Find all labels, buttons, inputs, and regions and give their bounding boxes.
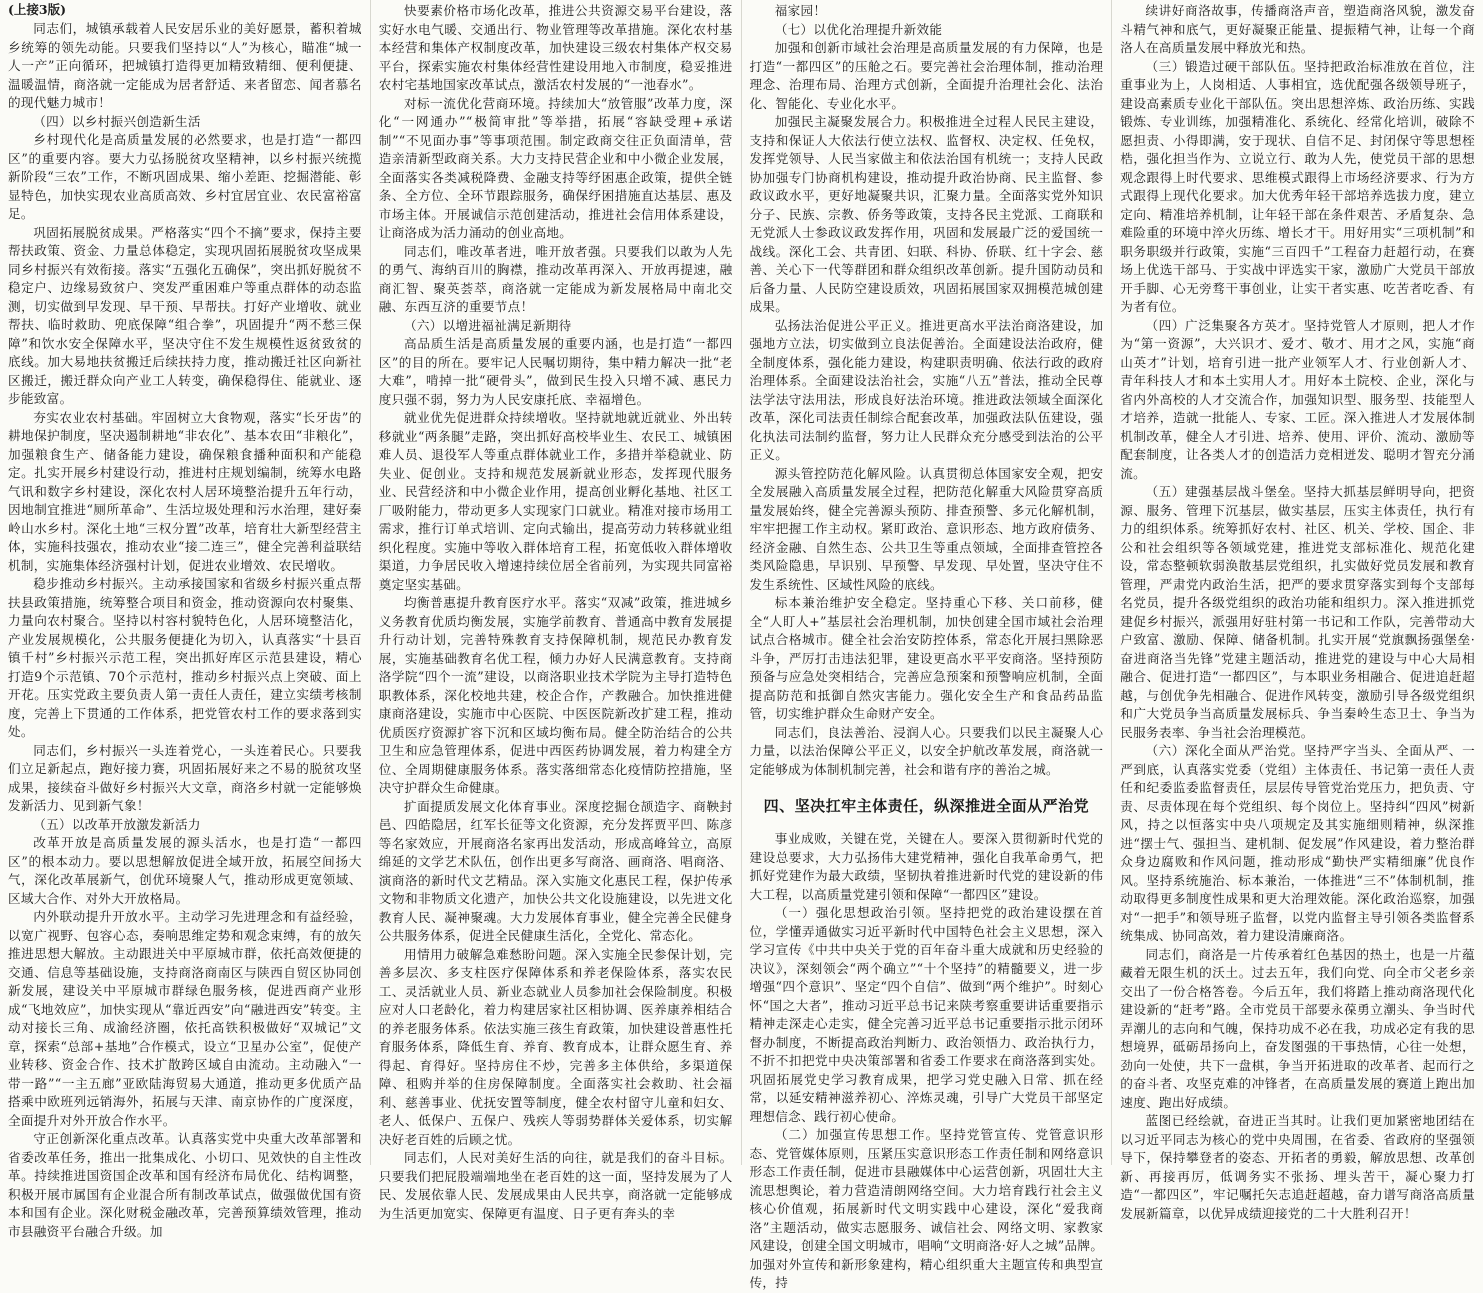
body-paragraph: 弘扬法治促进公平正义。推进更高水平法治商洛建设，加强地方立法，切实做到立良法促善治。全面建设法治政府，健全制度体系，强化能力建设，构建职责明确、依法行政的政府治理体系。全面建设法治社会，实施“八五”普法，推动全民尊法学法守法用法，形成良好法治环境。推进政法领域全面深化改革，深化司法责任制综合配套改革，加强政法队伍建设，强化执法司法制约监督，努力让人民群众充分感受到法治的公平正义。 bbox=[749, 317, 1104, 462]
body-paragraph: 夯实农业农村基础。牢固树立大食物观，落实“长牙齿”的耕地保护制度，坚决遏制耕地“非农化”、基本农田“非粮化”，加强粮食生产、储备能力建设，确保粮食播种面积和产能稳定。扎实开展乡村建设行动，推进村庄规划编制，统筹水电路气讯和数字乡村建设，深化农村人居环境整治提升五年行动，因地制宜推进“厕所革命”、生活垃圾处理和污水治理，建好秦岭山水乡村。深化土地“三权分置”改革，培育壮大新型经营主体，实施科技强农，推动农业“接二连三”，健全完善利益联结机制，实施集体经济强村计划，促进农业增效、农民增收。 bbox=[8, 409, 362, 573]
body-paragraph: 同志们，良法善治、浸润人心。只要我们以民主凝聚人心力量，以法治保障公平正义，以安全护航改革发展，商洛就一定能够成为体制机制完善，社会和谐有序的善治之城。 bbox=[749, 724, 1104, 777]
body-paragraph: 快要素价格市场化改革，推进公共资源交易平台建设，落实好水电气暖、交通出行、物业管理等改革措施。深化农村基本经营和集体产权制度改革，加快建设三级农村集体产权交易平台，探索实施农村集体经营性建设用地入市制度，稳妥推进农村宅基地国家改革试点，激活农村发展的“一池春水”。 bbox=[378, 3, 733, 92]
body-paragraph: 乡村现代化是高质量发展的必然要求，也是打造“一都四区”的重要内容。要大力弘扬脱贫攻坚精神，以乡村振兴统揽新阶段“三农”工作，不断巩固成果、缩小差距、挖掘潜能、彰显特色，加快实现农业高质高效、乡村宜居宜业、农民富裕富足。 bbox=[8, 132, 362, 221]
body-paragraph: 稳步推动乡村振兴。主动承接国家和省级乡村振兴重点帮扶县政策措施，统筹整合项目和资金，推动资源向农村聚集、力量向农村聚合。坚持以村容村貌特色化，人居环境整洁化，产业发展规模化，公共服务便捷化为切入，认真落实“十县百镇千村”乡村振兴示范工程，突出抓好库区示范县建设，精心打造9个示范镇、70个示范村，推动乡村振兴点上突破、面上开花。压实党政主要负责人第一责任人责任，建立实绩考核制度，完善上下贯通的工作体系，把党管农村工作的要求落到实处。 bbox=[8, 576, 362, 739]
body-paragraph: 福家园！ bbox=[774, 3, 827, 18]
body-paragraph: 同志们，乡村振兴一头连着党心，一头连着民心。只要我们立足新起点，跑好接力赛，巩固拓展好来之不易的脱贫攻坚成果，接续奋斗做好乡村振兴大文章，商洛乡村就一定能够焕发新活力、见到新气象！ bbox=[8, 742, 362, 813]
body-paragraph: 扩面提质发展文化体育事业。深度挖掘仓颉造字、商鞅封邑、四皓隐居，红军长征等文化资源，充分发挥贾平凹、陈彦等名家效应，开展商洛名家再出发活动，形成高峰耸立，高原绵延的文学艺术队伍，创作出更多写商洛、画商洛、唱商洛、演商洛的新时代文艺精品。深入实施文化惠民工程，保护传承文物和非物质文化遗产，加快公共文化设施建设，以先进文化教育人民、凝神聚魂。大力发展体育事业，健全完善全民健身公共服务体系，促进全民健康生活化，全党化、常态化。 bbox=[378, 798, 733, 943]
subsection-paragraph: （五）以改革开放激发新活力 bbox=[33, 816, 201, 832]
body-paragraph: 就业优先促进群众持续增收。坚持就地就近就业、外出转移就业“两条腿”走路，突出抓好高校毕业生、农民工、城镇困难人员、退役军人等重点群体就业工作，多措并举稳就业、防失业、促创业。支持和规范发展新就业形态，发挥现代服务业、民营经济和中小微企业作用，提高创业孵化基地、社区工厂吸附能力，带动更多人实现家门口就业。精准对接市场用工需求，推行订单式培训、定向式输出，提高劳动力转移就业组织化程度。实施中等收入群体培育工程，拓宽低收入群体增收渠道，力争居民收入增速持续位居全省前列，为实现共同富裕奠定坚实基础。 bbox=[378, 410, 733, 592]
body-paragraph: 均衡普惠提升教育医疗水平。落实“双减”政策，推进城乡义务教育优质均衡发展，实施学前教育、普通高中教育发展提升行动计划，完善特殊教育支持保障机制，规范民办教育发展，实施基础教育名优工程，倾力办好人民满意教育。支持商洛学院“四个一流”建设，以商洛职业技术学院为主导打造特色职教体系，深化校地共建，校企合作，产教融合。加快推进健康商洛建设，实施市中心医院、中医医院新改扩建工程，推动优质医疗资源扩容下沉和区域均衡布局。健全防治结合的公共卫生和应急管理体系，促进中西医药协调发展，着力构建全方位、全周期健康服务体系。落实落细常态化疫情防控措施，坚决守护群众生命健康。 bbox=[378, 595, 733, 795]
body-paragraph: 续讲好商洛故事，传播商洛声音，塑造商洛风貌，激发奋斗精气神和底气，更好凝聚正能量、提振精气神，让每一个商洛人在高质量发展中释放光和热。 bbox=[1120, 3, 1475, 55]
continued-from-page-label: (上接3版) bbox=[8, 2, 67, 17]
body-paragraph: 内外联动提升开放水平。主动学习先进理念和有益经验，以宽广视野、包容心态，奏响思维定势和观念束缚，有的放矢推进思想大解放。主动跟进关中平原城市群，依托高效便捷的交通、信息等基础设施，支持商洛商南区与陕西自贸区协同创新发展，建设关中平原城市群绿色服务核，促进西商产业形成“飞地效应”，加快实现从“靠近西安”向“融进西安”转变。主动对接长三角、成渝经济圈，依托高铁积极做好“双城记”文章，探索“总部+基地”合作模式，设立“卫星办公室”，促使产业转移、资金合作、技术扩散跨区域自由流动。主动融入“一带一路”“一主五廊”亚欧陆海贸易大通道，推动更多优质产品搭乘中欧班列远销海外，拓展与天津、南京协作的广度深度，全面提升对外开放合作水平。 bbox=[8, 909, 362, 1128]
subsection-paragraph: （四）以乡村振兴创造新生活 bbox=[33, 113, 201, 129]
body-paragraph: 同志们，商洛是一片传承着红色基因的热土，也是一片蕴藏着无限生机的沃土。过去五年，我们向党、向全市父老乡亲交出了一份合格答卷。今后五年，我们将踏上推动商洛现代化建设新的“赶考”路。全市党员干部要永葆勇立潮头、争当时代弄潮儿的志向和气魄，保持功成不必在我，功成必定有我的思想境界，砥砺昂扬向上，奋发图强的干事热情，心往一处想，劲向一处使，共下一盘棋，争当开拓进取的改革者、起而行之的奋斗者、攻坚克难的冲锋者，在高质量发展的赛道上跑出加速度、跑出好成绩。 bbox=[1120, 946, 1475, 1110]
body-paragraph: 守正创新深化重点改革。认真落实党中央重大改革部署和省委改革任务，推出一批集成化、小切口、见效快的自主性改革。持续推进国资国企改革和国有经济布局优化、结构调整，积极开展市属国有企业混合所有制改革试点，做强做优国有资本和国有企业。深化财税金融改革，完善预算绩效管理，推动市县融资平台融合升级。加 bbox=[8, 1131, 362, 1239]
text-column bbox=[742, 0, 1113, 1290]
body-paragraph: 对标一流优化营商环境。持续加大“放管服”改革力度，深化“一网通办”“极简审批”等举措，拓展“容缺受理+承诺制”“不见面办事”等事项范围。制定政商交往正负面清单，营造亲清新型政商关系。大力支持民营企业和中小微企业发展，全面落实各类减税降费、金融支持等纾困惠企政策，提供全链条、全方位、全环节跟踪服务，确保纾困措施直达基层、惠及市场主体。开展诚信示范创建活动，推进社会信用体系建设，让商洛成为活力涌动的创业高地。 bbox=[378, 95, 733, 240]
body-paragraph: 蓝图已经绘就，奋进正当其时。让我们更加紧密地团结在以习近平同志为核心的党中央周围，在省委、省政府的坚强领导下，保持攀登者的姿态、开拓者的勇毅，解放思想、改革创新、再接再厉，低调务实不张扬、埋头苦干，凝心聚力打造“一都四区”，牢记嘱托矢志追赶超越，奋力谱写商洛高质量发展新篇章，以优异成绩迎接党的二十大胜利召开！ bbox=[1120, 1113, 1475, 1221]
body-paragraph: 加强和创新市域社会治理是高质量发展的有力保障，也是打造“一都四区”的压舱之石。要完善社会治理体制，推动治理理念、治理布局、治理方式创新，全面提升治理社会化、法治化、智能化、专业化水平。 bbox=[749, 40, 1104, 111]
text-column bbox=[1112, 0, 1483, 1221]
body-paragraph: 标本兼治维护安全稳定。坚持重心下移、关口前移，健全“人盯人+”基层社会治理机制，加快创建全国市域社会治理试点合格城市。健全社会治安防控体系，常态化开展扫黑除恶斗争，严厉打击违法犯罪，建设更高水平平安商洛。坚持预防预备与应急处突相结合，完善应急预案和预警响应机制，全面提高防范和抵御自然灾害能力。强化安全生产和食品药品监管，切实维护群众生命财产安全。 bbox=[749, 595, 1104, 721]
subsection-paragraph: （五）建强基层战斗堡垒。坚持大抓基层鲜明导向，把资源、服务、管理下沉基层，做实基层，压实主体责任，执行有力的组织体系。统筹抓好农村、社区、机关、学校、国企、非公和社会组织等各领域党建，推进党支部标准化、规范化建设，常态整顿软弱涣散基层党组织，扎实做好党员发展和教育管理，严肃党内政治生活，把严的要求贯穿落实到每个支部每名党员，提升各级党组织的政治功能和组织力。深入推进抓党建促乡村振兴，派强用好驻村第一书记和工作队，完善带动大户致富、激励、保障、储备机制。扎实开展“党旗飘扬强堡垒·奋进商洛当先锋”党建主题活动，推进党的建设与中心大局相融合、促进打造“一都四区”，与本职业务相融合、促进追赶超越，与创优争先相融合、促进作风转变，激励引导各级党组织和广大党员争当高质量发展标兵、争当秦岭生态卫士、争当为民服务表率、争当社会治理模范。 bbox=[1120, 484, 1475, 740]
body-paragraph: 高品质生活是高质量发展的重要内涵，也是打造“一都四区”的目的所在。要牢记人民嘱切期待，集中精力解决一批“老大难”，啃掉一批“硬骨头”，做到民生投入只增不减、惠民力度只强不弱，努力为人民安康托底、幸福增色。 bbox=[378, 336, 733, 407]
body-paragraph: 同志们，人民对美好生活的向往，就是我们的奋斗目标。只要我们把屁股端端地坐在老百姓的这一面，坚持发展为了人民、发展依靠人民、发展成果由人民共享，商洛就一定能够成为生活更加宽实、保障更有温度、日子更有奔头的幸 bbox=[378, 1150, 733, 1221]
body-paragraph: 同志们，城镇承载着人民安居乐业的美好愿景，蓄积着城乡统筹的领先动能。只要我们坚持以“人”为核心，瞄准“城一人一产”正向循环，把城镇打造得更加精致精细、便利便捷、温暖温情，商洛就一定能成为居者舒适、来者留恋、闻者慕名的现代魅力城市！ bbox=[8, 21, 362, 110]
section-heading: 四、坚决扛牢主体责任，纵深推进全面从严治党 bbox=[763, 797, 1090, 815]
body-paragraph: 用情用力破解急难愁盼问题。深入实施全民参保计划，完善多层次、多支柱医疗保障体系和养老保险体系，落实农民工、灵活就业人员、新业态就业人员参加社会保险制度。积极应对人口老龄化，着力构建居家社区相协调、医养康养相结合的养老服务体系。依法实施三孩生育政策，加快建设普惠性托育服务体系，降低生育、养育、教育成本，让群众愿生育、养得起、育得好。坚持房住不炒，完善多主体供给，多渠道保障、租购并举的住房保障制度。全面落实社会救助、社会福利、慈善事业、优抚安置等制度，健全农村留守儿童和妇女、老人、低保户、五保户、残疾人等弱势群体关爱体系，切实解决好老百姓的后顾之忧。 bbox=[378, 946, 733, 1147]
subsection-paragraph: （六）以增进福祉满足新期待 bbox=[403, 317, 572, 333]
subsection-paragraph: （七）以优化治理提升新效能 bbox=[774, 21, 943, 37]
body-paragraph: 改革开放是高质量发展的源头活水，也是打造“一都四区”的根本动力。要以思想解放促进全域开放，拓展空间扬大气，深化改革展新气，创优环境聚人气，推动形成更宽领域、区域大合作、对外大开放格局。 bbox=[8, 835, 362, 906]
body-paragraph: 源头管控防范化解风险。认真贯彻总体国家安全观，把安全发展融入高质量发展全过程，把防范化解重大风险贯穿高质量发展始终，健全完善源头预防、排查预警、多元化解机制，牢牢把握工作主动权。紧盯政治、意识形态、地方政府债务、经济金融、自然生态、公共卫生等重点领域，全面排查管控各类风险隐患，早识别、早预警、早发现、早处置，坚决守住不发生系统性、区域性风险的底线。 bbox=[749, 465, 1104, 592]
body-paragraph: 同志们，唯改革者进，唯开放者强。只要我们以敢为人先的勇气、海纳百川的胸襟，推动改革再深入、开放再提速，融商汇智、聚英荟萃，商洛就一定能成为新发展格局中南北交融、东西互济的重要节点！ bbox=[378, 243, 733, 314]
subsection-paragraph: （一）强化思想政治引领。坚持把党的政治建设摆在首位，学懂弄通做实习近平新时代中国特色社会主义思想，深入学习宣传《中共中央关于党的百年奋斗重大成就和历史经验的决议》，深刻领会“两个确立”“十个坚持”的精髓要义，进一步增强“四个意识”、坚定“四个自信”、做到“两个维护”。时刻心怀“国之大者”，推动习近平总书记来陕考察重要讲话重要指示精神走深走心走实，健全完善习近平总书记重要指示批示闭环督办制度，不断提高政治判断力、政治领悟力、政治执行力，不折不扣把党中央决策部署和省委工作要求在商洛落到实处。巩固拓展党史学习教育成果，把学习党史融入日常、抓在经常，以延安精神滋养初心、淬炼灵魂，引导广大党员干部坚定理想信念、践行初心使命。 bbox=[749, 905, 1104, 1124]
subsection-paragraph: （三）锻造过硬干部队伍。坚持把政治标准放在首位，注重事业为上，人岗相适、人事相宜，选优配强各级领导班子，建设高素质专业化干部队伍。突出思想淬炼、政治历练、实践锻炼、专业训练，加强精准化、系统化、经常化培训，破除不愿担责、小得即满，安于现状、自信不足、封闭保守等思想桎梏，强化担当作为、立说立行、敢为人先，使党员干部的思想观念跟得上时代要求、思维模式跟得上市场经济要求、行为方式跟得上现代化要求。加大优秀年轻干部培养选拔力度，建立定向、精准培养机制，让年轻干部在条件艰苦、矛盾复杂、急难险重的环境中淬火历练、增长才干。用好用实“三项机制”和职务职级并行政策，实施“三百四千”工程奋力赶超行动，在赛场上优选干部马、于实战中评选实干家，激励广大党员干部放开手脚、心无旁骛干事创业，让实干者实惠、吃苦者吃香、有为者有位。 bbox=[1120, 58, 1475, 314]
body-paragraph: 加强民主凝聚发展合力。积极推进全过程人民民主建设，支持和保证人大依法行使立法权、监督权、决定权、任免权，发挥党领导、人民当家做主和依法治国有机统一；支持人民政协加强专门协商机构建设，推动提升政治协商、民主监督、参政议政水平，更好地凝聚共识，汇聚力量。全面落实党外知识分子、民族、宗教、侨务等政策，支持各民主党派、工商联和无党派人士参政议政发挥作用，巩固和发展最广泛的爱国统一战线。深化工会、共青团、妇联、科协、侨联、红十字会、慈善、关心下一代等群团和群众组织改革创新。提升国防动员和后备力量、人民防空建设质效，巩固拓展国家双拥模范城创建成果。 bbox=[749, 114, 1104, 314]
text-column bbox=[0, 0, 371, 1239]
body-paragraph: 事业成败，关键在党，关键在人。要深入贯彻新时代党的建设总要求，大力弘扬伟大建党精神，强化自我革命勇气，把抓好党建作为最大政绩，坚韧执着推进新时代党的建设新的伟大工程，以高质量党建引领和保障“一都四区”建设。 bbox=[749, 831, 1104, 902]
body-paragraph: 巩固拓展脱贫成果。严格落实“四个不摘”要求，保持主要帮扶政策、资金、力量总体稳定，实现巩固拓展脱贫攻坚成果同乡村振兴有效衔接。落实“五强化五确保”，突出抓好脱贫不稳定户、边缘易致贫户、突发严重困难户等重点群体的动态监测，切实做到早发现、早干预、早帮扶。打好产业增收、就业帮扶、临时救助、兜底保障“组合拳”，巩固提升“两不愁三保障”和饮水安全保障水平，坚决守住不发生规模性返贫致贫的底线。加大易地扶贫搬迁后续扶持力度，推动搬迁社区向新社区搬迁，搬迁群众向产业工人转变，确保稳得住、能就业、逐步能致富。 bbox=[8, 224, 362, 406]
text-column bbox=[371, 0, 742, 1221]
subsection-paragraph: （二）加强宣传思想工作。坚持党管宣传、党管意识形态、党管媒体原则，压紧压实意识形态工作责任制和网络意识形态工作责任制，促进市县融媒体中心运营创新，巩固壮大主流思想舆论，着力营造清朗网络空间。大力培育践行社会主义核心价值观，拓展新时代文明实践中心建设，深化“爱我商洛”主题活动，做实志愿服务、诚信社会、网络文明、家教家风建设，创建全国文明城市，唱响“文明商洛·好人之城”品牌。加强对外宣传和新形象建构，精心组织重大主题宣传和典型宣传，持 bbox=[749, 1127, 1104, 1290]
subsection-paragraph: （六）深化全面从严治党。坚持严字当头、全面从严、一严到底，认真落实党委（党组）主体责任、书记第一责任人责任和纪委监委监督责任，层层传导管党治党压力，把负责、守责、尽责体现在每个党组织、每个岗位上。坚持纠“四风”树新风，持之以恒落实中央八项规定及其实施细则精神，纵深推进“摆士气、强担当、建机制、促发展”作风建设，着力整治群众身边腐败和作风问题，推动形成“勤快严实精细廉”优良作风。坚持系统施治、标本兼治，一体推进“三不”体制机制，推动取得更多制度性成果和更大治理效能。深化政治巡察，加强对“一把手”和领导班子监督，以党内监督主导引领各类监督系统集成、协同高效，着力建设清廉商洛。 bbox=[1120, 743, 1475, 943]
subsection-paragraph: （四）广泛集聚各方英才。坚持党管人才原则，把人才作为“第一资源”，大兴识才、爱才、敬才、用才之风，实施“商山英才”计划，培育引进一批产业领军人才、行业创新人才、青年科技人才和本土实用人才。用好本土院校、企业，深化与省内外高校的人才交流合作，加强知识型、服务型、技能型人才培养，造就一批能人、专家、工匠。深入推进人才发展体制机制改革，健全人才引进、培养、使用、评价、流动、激励等配套制度，让各类人才的创造活力竞相迸发、聪明才智充分涌流。 bbox=[1120, 317, 1475, 481]
